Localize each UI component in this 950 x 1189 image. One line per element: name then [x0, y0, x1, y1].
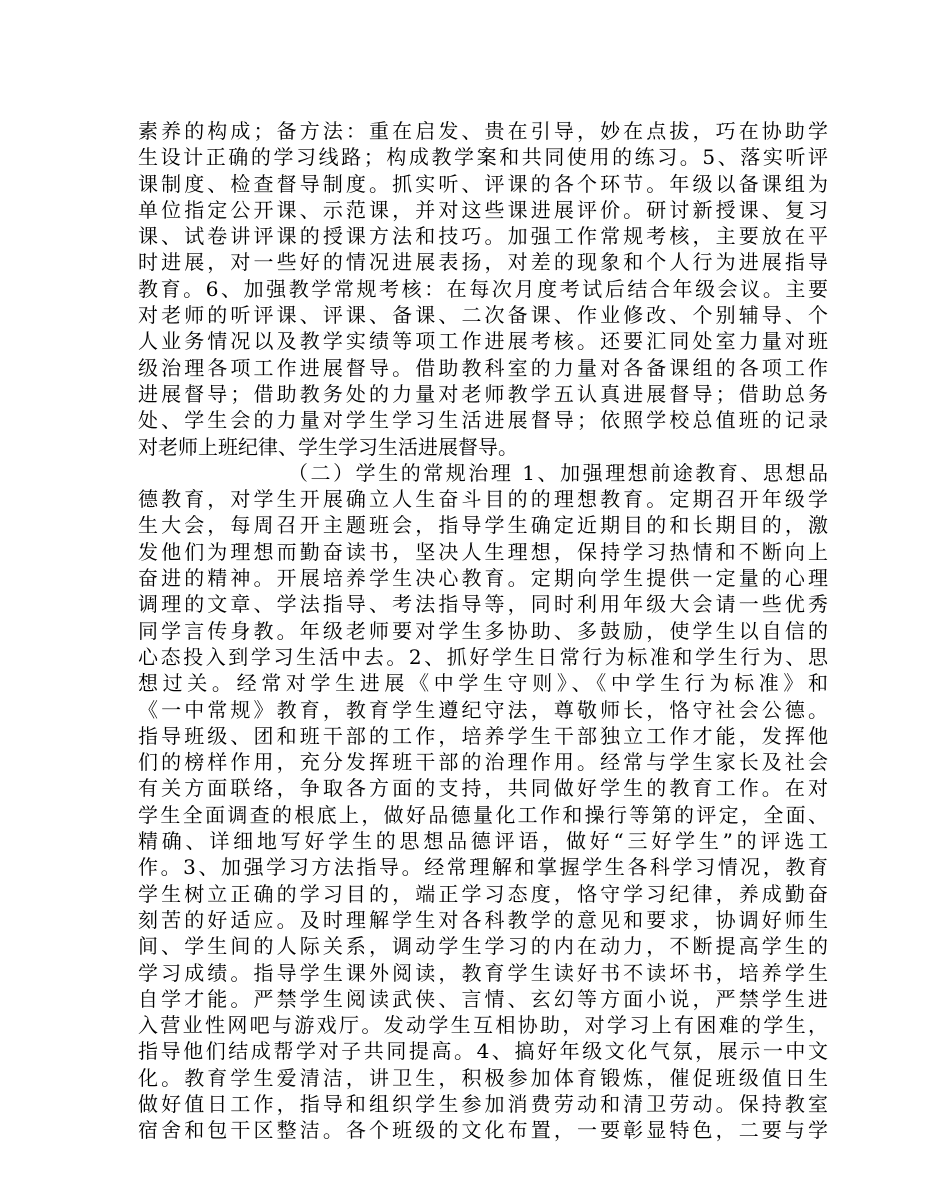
text-line: 时进展，对一些好的情况进展表扬，对差的现象和个人行为进展指导 [138, 250, 828, 275]
text-line: 间、学生间的人际关系，调动学生学习的内在动力，不断提高学生的 [138, 934, 828, 959]
text-line: 生设计正确的学习线路；构成教学案和共同使用的练习。5、落实听评 [138, 145, 828, 170]
text-line: 刻苦的好适应。及时理解学生对各科教学的意见和要求，协调好师生 [138, 907, 828, 932]
text-line: 化。教育学生爱清洁，讲卫生，积极参加体育锻炼，催促班级值日生 [138, 1065, 828, 1090]
text-line: 对老师的听评课、评课、备课、二次备课、作业修改、个别辅导、个 [138, 303, 828, 328]
text-line: 学习成绩。指导学生课外阅读，教育学生读好书不读坏书，培养学生 [138, 960, 828, 985]
section-heading-line: （二）学生的常规治理 1、加强理想前途教育、思想品 [288, 460, 828, 485]
text-line: 心态投入到学习生活中去。2、抓好学生日常行为标准和学生行为、思 [138, 644, 828, 669]
text-line: 级治理各项工作进展督导。借助教科室的力量对各备课组的各项工作 [138, 355, 828, 380]
text-line: 学生全面调查的根底上，做好品德量化工作和操行等第的评定，全面、 [138, 802, 828, 827]
text-line: 有关方面联络，争取各方面的支持，共同做好学生的教育工作。在对 [138, 776, 828, 801]
text-line: 单位指定公开课、示范课，并对这些课进展评价。研讨新授课、复习 [138, 197, 828, 222]
text-line: 对老师上班纪律、学生学习生活进展督导。 [138, 434, 518, 459]
text-line: 想过关。经常对学生进展《中学生守则》、《中学生行为标准》和 [138, 671, 828, 696]
text-line: 做好值日工作，指导和组织学生参加消费劳动和清卫劳动。保持教室 [138, 1091, 828, 1116]
text-line: 同学言传身教。年级老师要对学生多协助、多鼓励，使学生以自信的 [138, 618, 828, 643]
text-line: 素养的构成；备方法：重在启发、贵在引导，妙在点拔，巧在协助学 [138, 119, 828, 143]
text-line: 生大会，每周召开主题班会，指导学生确定近期目的和长期目的，激 [138, 513, 828, 538]
text-line: 课、试卷讲评课的授课方法和技巧。加强工作常规考核，主要放在平 [138, 224, 828, 249]
text-line: 学生树立正确的学习目的，端正学习态度，恪守学习纪律，养成勤奋 [138, 881, 828, 906]
text-line: 调理的文章、学法指导、考法指导等，同时利用年级大会请一些优秀 [138, 592, 828, 617]
text-line: 人业务情况以及教学实绩等项工作进展考核。还要汇同处室力量对班 [138, 329, 828, 354]
text-line: 奋进的精神。开展培养学生决心教育。定期向学生提供一定量的心理 [138, 566, 828, 591]
text-line: 发他们为理想而勤奋读书，坚决人生理想，保持学习热情和不断向上 [138, 539, 828, 564]
text-line: 德教育，对学生开展确立人生奋斗目的的理想教育。定期召开年级学 [138, 487, 828, 512]
text-line: 处、学生会的力量对学生学习生活进展督导；依照学校总值班的记录 [138, 408, 828, 433]
text-line: 指导班级、团和班干部的工作，培养学生干部独立工作才能，发挥他 [138, 723, 828, 748]
text-line: 入营业性网吧与游戏厅。发动学生互相协助，对学习上有困难的学生， [138, 1013, 828, 1038]
text-line: 宿舍和包干区整洁。各个班级的文化布置，一要彰显特色，二要与学 [138, 1118, 828, 1143]
text-line: 指导他们结成帮学对子共同提高。4、搞好年级文化气氛，展示一中文 [138, 1039, 828, 1064]
text-line: 进展督导；借助教务处的力量对老师教学五认真进展督导；借助总务 [138, 381, 828, 406]
body-text [138, 118, 828, 1144]
text-line: 们的榜样作用，充分发挥班干部的治理作用。经常与学生家长及社会 [138, 750, 828, 775]
text-line: 《一中常规》教育，教育学生遵纪守法，尊敬师长，恪守社会公德。 [138, 697, 828, 722]
text-line: 作。3、加强学习方法指导。经常理解和掌握学生各科学习情况，教育 [138, 855, 828, 880]
text-line: 精确、详细地写好学生的思想品德评语，做好“三好学生”的评选工 [138, 829, 828, 854]
text-line: 教育。6、加强教学常规考核：在每次月度考试后结合年级会议。主要 [138, 276, 828, 301]
text-line: 课制度、检查督导制度。抓实听、评课的各个环节。年级以备课组为 [138, 171, 828, 196]
text-line: 自学才能。严禁学生阅读武侠、言情、玄幻等方面小说，严禁学生进 [138, 986, 828, 1011]
